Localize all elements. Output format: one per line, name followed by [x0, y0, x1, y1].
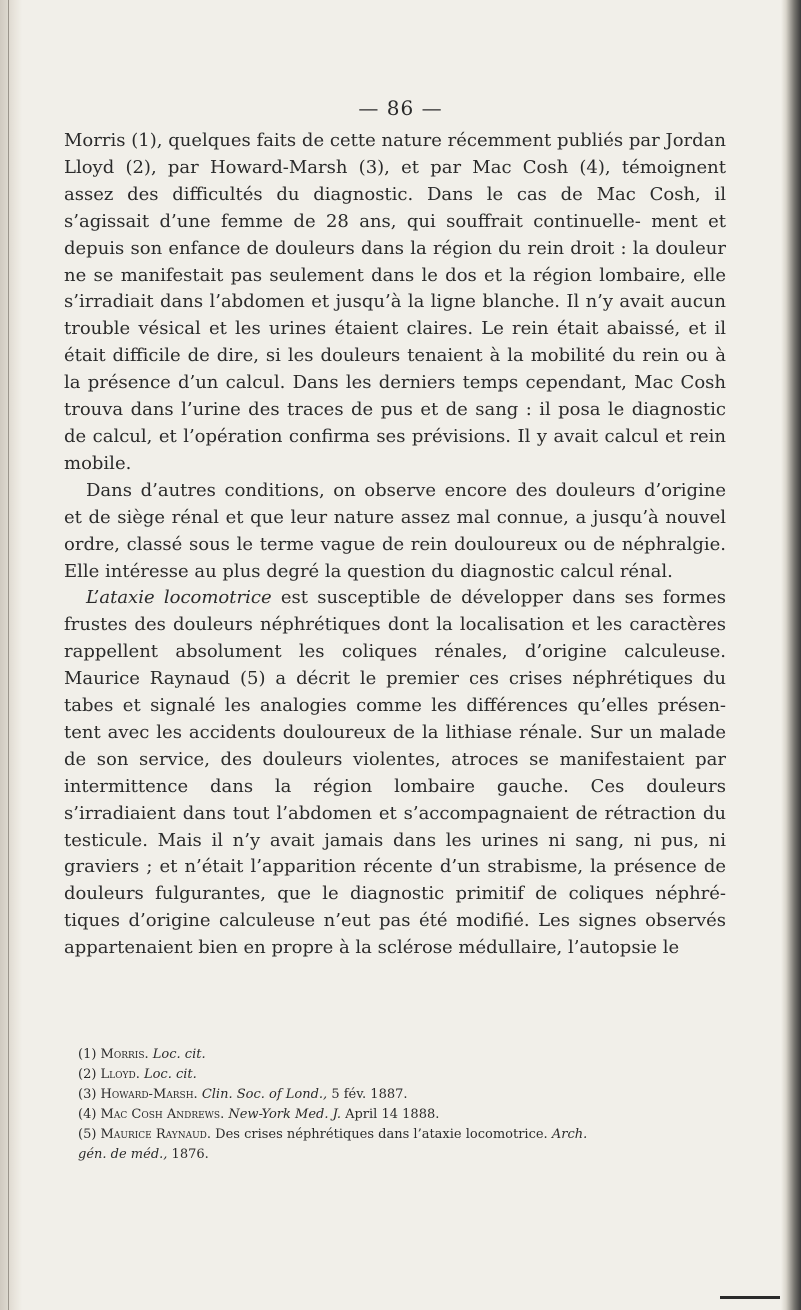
paragraph-3-line: appartenaient bien en propre à la sclérose médullaire, l’autopsie le — [64, 937, 680, 959]
footnote-rest: Des crises néphrétiques dans l’ataxie locomotrice. — [211, 1127, 548, 1142]
paragraph-3-line: malade de son service, des douleurs violentes, atroces se manifestaient — [64, 721, 726, 770]
paragraph-3-first-line-rest: est susceptible de développer dans ses formes — [271, 587, 726, 609]
footnote-4 — [78, 1105, 728, 1125]
paragraph-3-line: s’irradiaient dans tout l’abdomen et s’accompagnaient de rétraction — [64, 802, 703, 824]
footnote-2 — [78, 1065, 728, 1085]
paragraph-3-line: Maurice Raynaud (5) a décrit le premier ces crises néphrétiques du — [64, 668, 726, 690]
paragraph-1-line: Il n’y avait aucun trouble vésical et les urines étaient claires. Le rein — [64, 291, 726, 340]
footnote-tail: April 14 1888. — [340, 1107, 440, 1122]
footnote-italic: New-York Med. J. — [224, 1107, 341, 1122]
footnote-5 — [78, 1125, 728, 1145]
paragraph-2-line: Dans d’autres conditions, on observe encore des douleurs d’origine — [86, 479, 726, 501]
paragraph-3-line: de douleurs fulgurantes, que le diagnostic primitif de coliques néphré- — [64, 856, 726, 905]
paragraph-1-line: il posa le diagnostic de calcul, et l’opération confirma ses prévisions. — [64, 399, 726, 447]
paragraph-1-line: lombaire, elle s’irradiait dans l’abdomen et jusqu’à la ligne blanche. — [64, 264, 726, 313]
paragraph-3-line: ni graviers ; et n’était l’apparition récente d’un strabisme, la présence — [64, 829, 726, 878]
paragraph-1-line: la douleur ne se manifestait pas seulement dans le dos et la région — [64, 237, 726, 286]
page-right-shadow — [781, 0, 801, 1310]
paragraph-2-line: ordre, classé sous le terme vague de rein douloureux ou de néphralgie. — [64, 533, 726, 555]
paragraph-1 — [64, 128, 726, 478]
paragraph-3-line: du testicule. Mais il n’y avait jamais dans les urines ni sang, ni pus, — [64, 802, 726, 851]
page-left-rule — [8, 0, 9, 1310]
paragraph-1-line: Il y avait calcul et rein mobile. — [64, 425, 726, 474]
footnote-num: (3) — [78, 1087, 101, 1102]
footnotes — [78, 1045, 728, 1165]
footnote-name: Lloyd. — [100, 1067, 140, 1082]
paragraph-1-line: Morris (1), quelques faits de cette nature récemment publiés par — [64, 130, 666, 151]
footnote-num: (5) — [78, 1127, 101, 1142]
footnote-cont-tail: 1876. — [167, 1147, 209, 1162]
paragraph-3-line: frustes des douleurs néphrétiques dont la localisation et les caractères — [64, 614, 726, 636]
paragraph-3-line: tent avec les accidents douloureux de la lithiase rénale. Sur un — [64, 721, 660, 743]
paragraph-1-line: Cosh, il s’agissait d’une femme de 28 ans, qui souffrait continuelle- — [64, 183, 726, 232]
paragraph-1-line: Jordan Lloyd (2), par Howard-Marsh (3), et par Mac Cosh (4), — [64, 130, 726, 178]
page-left-shadow — [0, 0, 22, 1310]
footnote-italic: Loc. cit. — [148, 1047, 206, 1062]
paragraph-3-line: rappellent absolument les coliques rénales, d’origine calculeuse. — [64, 641, 726, 663]
footnote-tail: 5 fév. 1887. — [327, 1087, 408, 1102]
paragraph-1-line: ment et depuis son enfance de douleurs dans la région du rein droit : — [64, 210, 726, 259]
footnote-italic: Arch. — [547, 1127, 588, 1142]
paragraph-2-line: et de siège rénal et que leur nature assez mal connue, a jusqu’à nouvel — [64, 506, 726, 528]
italic-term: L’ataxie locomotrice — [86, 587, 272, 609]
page-number: — 86 — — [358, 96, 443, 120]
footnote-5-continuation — [78, 1145, 728, 1165]
body-text — [64, 128, 726, 962]
footnote-num: (2) — [78, 1067, 101, 1082]
paragraph-1-line: témoignent assez des difficultés du diagnostic. Dans le cas de Mac — [64, 156, 726, 205]
footnote-1 — [78, 1045, 728, 1065]
paragraph-1-line: cependant, Mac Cosh trouva dans l’urine des traces de pus et de sang : — [64, 372, 726, 421]
paragraph-3 — [64, 585, 726, 962]
footnote-italic: Loc. cit. — [139, 1067, 197, 1082]
footnote-name: Morris. — [100, 1047, 149, 1062]
paragraph-2-line: Elle intéresse au plus degré la question du diagnostic calcul rénal. — [64, 560, 673, 582]
paragraph-2 — [64, 478, 726, 586]
footnote-cont-italic: gén. de méd., — [78, 1147, 168, 1162]
footnote-name: Howard-Marsh. — [100, 1087, 198, 1102]
paragraph-3-line: par intermittence dans la région lombaire gauche. Ces douleurs — [64, 748, 726, 797]
footnote-italic: Clin. Soc. of Lond., — [197, 1087, 328, 1102]
paragraph-3-line: tabes et signalé les analogies comme les différences qu’elles présen- — [64, 695, 726, 717]
footnote-name: Maurice Raynaud. — [100, 1127, 212, 1142]
paragraph-1-line: mobilité du rein ou à la présence d’un calcul. Dans les derniers temps — [64, 345, 726, 394]
paragraph-1-line: était abaissé, et il était difficile de dire, si les douleurs tenaient à la — [64, 318, 727, 367]
footnote-num: (1) — [78, 1047, 101, 1062]
page-bottom-rule — [720, 1296, 780, 1299]
footnote-num: (4) — [78, 1107, 101, 1122]
paragraph-3-line: tiques d’origine calculeuse n’eut pas été modifié. Les signes observés — [64, 910, 726, 932]
footnote-3 — [78, 1085, 728, 1105]
footnote-name: Mac Cosh Andrews. — [100, 1107, 225, 1122]
